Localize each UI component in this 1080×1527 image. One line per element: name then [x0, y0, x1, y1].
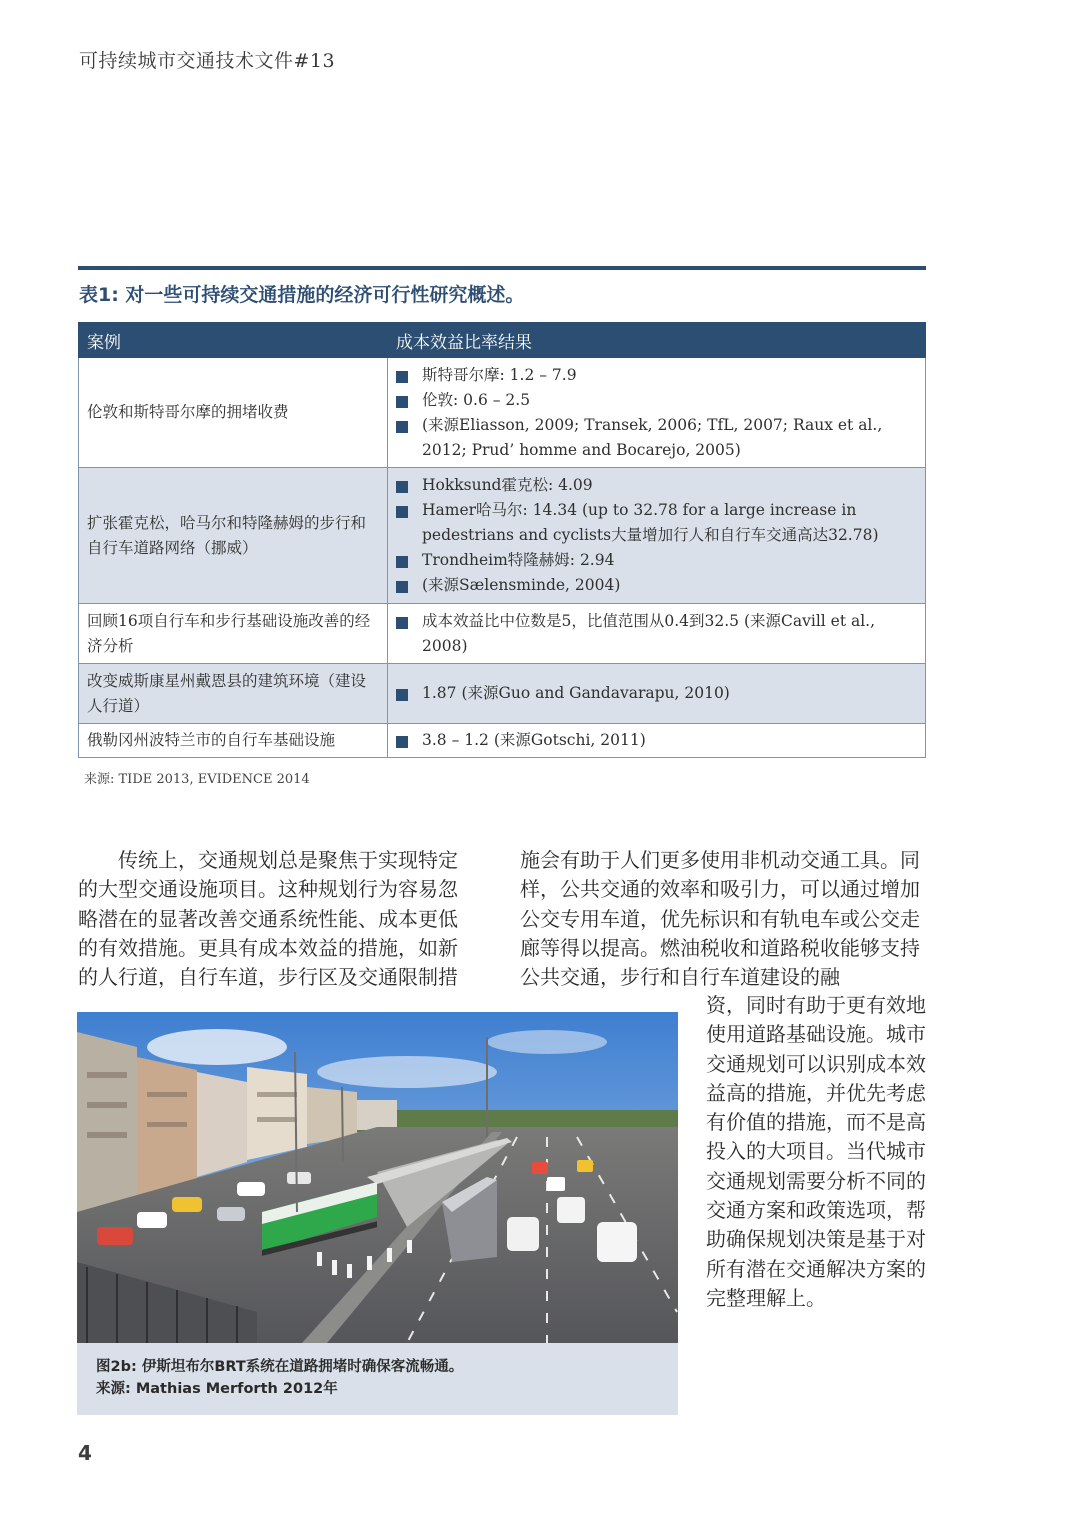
page-number: 4 [78, 1441, 92, 1465]
table-header-row [79, 323, 926, 358]
result-item: Trondheim特隆赫姆: 2.94 [396, 548, 917, 573]
result-item: 斯特哥尔摩: 1.2 – 7.9 [396, 363, 917, 388]
brt-photo [77, 1012, 678, 1343]
case-cell: 伦敦和斯特哥尔摩的拥堵收费 [79, 358, 388, 468]
result-item: (来源Sælensminde, 2004) [396, 573, 917, 598]
results-cell [388, 468, 926, 604]
table-source-note: 来源: TIDE 2013, EVIDENCE 2014 [84, 772, 310, 787]
table-top-rule [78, 266, 926, 270]
figure-caption-source: 来源: Mathias Merforth 2012年 [96, 1381, 338, 1397]
result-item: 1.87 (来源Guo and Gandavarapu, 2010) [396, 681, 917, 706]
table-row [79, 664, 926, 724]
table-row [79, 724, 926, 758]
results-cell [388, 604, 926, 664]
result-item: Hokksund霍克松: 4.09 [396, 473, 917, 498]
figure-2b [77, 1012, 678, 1415]
column-header-results: 成本效益比率结果 [388, 323, 926, 358]
table-row [79, 358, 926, 468]
case-cell: 扩张霍克松，哈马尔和特隆赫姆的步行和自行车道路网络（挪威） [79, 468, 388, 604]
figure-caption [96, 1356, 666, 1400]
document-header-title: 可持续城市交通技术文件#13 [79, 50, 336, 72]
result-item: (来源Eliasson, 2009; Transek, 2006; TfL, 2007; Raux et al., 2012; Prud’ homme and Bocarejo, 2005) [396, 413, 917, 463]
case-cell: 回顾16项自行车和步行基础设施改善的经济分析 [79, 604, 388, 664]
results-cell [388, 358, 926, 468]
figure-caption-title: 图2b: 伊斯坦布尔BRT系统在道路拥堵时确保客流畅通。 [96, 1359, 464, 1375]
result-item: 伦敦: 0.6 – 2.5 [396, 388, 917, 413]
table-caption: 表1: 对一些可持续交通措施的经济可行性研究概述。 [79, 284, 525, 306]
case-cell: 改变威斯康星州戴恩县的建筑环境（建设人行道） [79, 664, 388, 724]
column-header-case: 案例 [79, 323, 388, 358]
case-cell: 俄勒冈州波特兰市的自行车基础设施 [79, 724, 388, 758]
body-text-column-1: 传统上，交通规划总是聚焦于实现特定的大型交通设施项目。这种规划行为容易忽略潜在的显著改善交通系统性能、成本更低的有效措施。更具有成本效益的措施，如新的人行道，自行车道，步行区及交通限制措 [78, 848, 458, 990]
results-cell [388, 664, 926, 724]
economic-feasibility-table [78, 322, 926, 758]
body-text-column-2: 施会有助于人们更多使用非机动交通工具。同样，公共交通的效率和吸引力，可以通过增加公交专用车道，优先标识和有轨电车或公交走廊等得以提高。燃油税收和道路税收能够支持公共交通，步行和自行车道建设的融 [520, 848, 920, 990]
result-item: 成本效益比中位数是5，比值范围从0.4到32.5 (来源Cavill et al., 2008) [396, 609, 917, 659]
results-cell [388, 724, 926, 758]
table-row [79, 468, 926, 604]
body-text-column-3: 资，同时有助于更有效地使用道路基础设施。城市交通规划可以识别成本效益高的措施，并优先考虑有价值的措施，而不是高投入的大项目。当代城市交通规划需要分析不同的交通方案和政策选项，帮助确保规划决策是基于对所有潜在交通解决方案的完整理解上。 [706, 993, 926, 1310]
result-item: Hamer哈马尔: 14.34 (up to 32.78 for a large increase in pedestrians and cyclists大量增加行人和自行车交通高达32.78) [396, 498, 917, 548]
result-item: 3.8 – 1.2 (来源Gotschi, 2011) [396, 728, 917, 753]
table-row [79, 604, 926, 664]
